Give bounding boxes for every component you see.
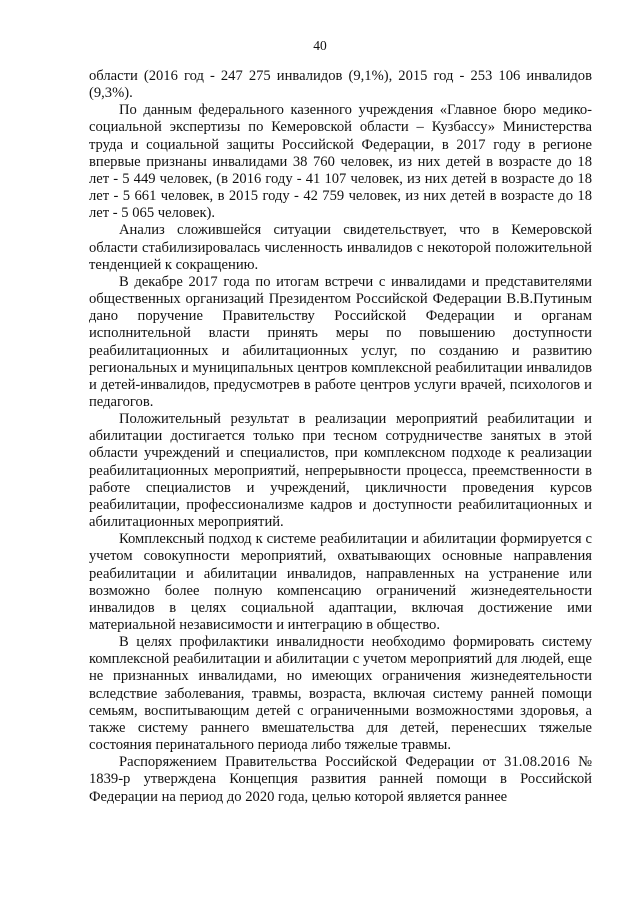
- paragraph-2: По данным федерального казенного учреждения «Главное бюро медико-социальной экспертизы по Кемеровской области – Кузбассу» Министерства труда и социальной защиты Российской Федерации, в 2017 году в регионе впервые признаны инвалидами 38 760 человек, из них детей в возрасте до 18 лет - 5 449 человек, (в 2016 году - 41 107 человек, из них детей в возрасте до 18 лет - 5 661 человек, в 2015 году - 42 759 человек, из них детей в возрасте до 18 лет - 5 065 человек).: [89, 102, 592, 222]
- paragraph-7: В целях профилактики инвалидности необходимо формировать систему комплексной реабилитации и абилитации с учетом мероприятий для людей, еще не признанных инвалидами, но имеющих ограничения жизнедеятельности вследствие заболевания, травмы, возраста, включая систему ранней помощи семьям, воспитывающим детей с ограниченными возможностями здоровья, а также систему раннего вмешательства для детей, перенесших тяжелые состояния перинатального периода либо тяжелые травмы.: [89, 634, 592, 754]
- paragraph-8: Распоряжением Правительства Российской Федерации от 31.08.2016 № 1839-р утверждена Концепция развития ранней помощи в Российской Федерации на период до 2020 года, целью которой является раннее: [89, 754, 592, 805]
- paragraph-4: В декабре 2017 года по итогам встречи с инвалидами и представителями общественных организаций Президентом Российской Федерации В.В.Путиным дано поручение Правительству Российской Федерации и органам исполнительной власти принять меры по повышению доступности реабилитационных и абилитационных услуг, по созданию и развитию региональных и муниципальных центров комплексной реабилитации инвалидов и детей-инвалидов, предусмотрев в работе центров услуги врачей, психологов и педагогов.: [89, 273, 592, 410]
- page-number: 40: [313, 38, 327, 53]
- paragraph-3: Анализ сложившейся ситуации свидетельствует, что в Кемеровской области стабилизировалась численность инвалидов с некоторой положительной тенденцией к сокращению.: [89, 222, 592, 273]
- body-text: [89, 68, 592, 806]
- paragraph-1: области (2016 год - 247 275 инвалидов (9,1%), 2015 год - 253 106 инвалидов (9,3%).: [89, 68, 592, 102]
- paragraph-5: Положительный результат в реализации мероприятий реабилитации и абилитации достигается только при тесном сотрудничестве занятых в этой области учреждений и специалистов, при комплексном подходе к реализации реабилитационных мероприятий, непрерывности процесса, преемственности в работе специалистов и учреждений, цикличности проведения курсов реабилитации, профессионализме кадров и доступности реабилитационных и абилитационных мероприятий.: [89, 411, 592, 531]
- paragraph-6: Комплексный подход к системе реабилитации и абилитации формируется с учетом совокупности мероприятий, охватывающих основные направления реабилитации и абилитации инвалидов, направленных на устранение или возможно более полную компенсацию ограничений жизнедеятельности инвалидов в целях социальной адаптации, включая достижение ими материальной независимости и интеграцию в общество.: [89, 531, 592, 633]
